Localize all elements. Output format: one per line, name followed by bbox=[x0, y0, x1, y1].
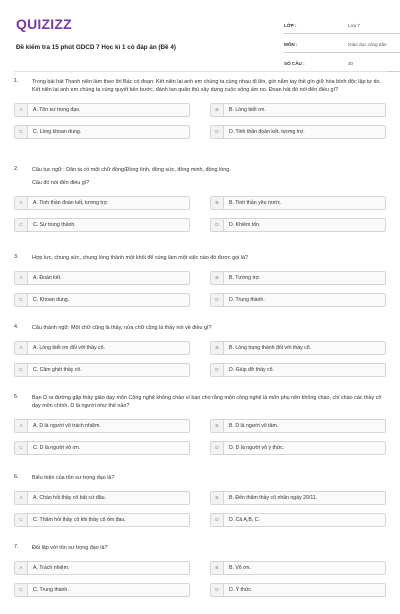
option-text: A. Trách nhiệm. bbox=[33, 565, 70, 571]
answer-options bbox=[14, 419, 386, 455]
option-letter: A bbox=[15, 342, 28, 354]
option-text: C. Sự trung thành. bbox=[33, 222, 76, 228]
answer-option[interactable] bbox=[14, 561, 190, 575]
question-item bbox=[14, 254, 386, 324]
option-letter: B bbox=[211, 492, 224, 504]
option-text: B. Tinh thần yêu nước. bbox=[229, 200, 282, 206]
option-letter: C bbox=[15, 294, 28, 306]
option-text: B. Tương trợ. bbox=[229, 275, 261, 281]
answer-options bbox=[14, 196, 386, 232]
answer-option[interactable] bbox=[210, 419, 386, 433]
option-letter: C bbox=[15, 126, 28, 138]
option-text: D. Khiêm tốn. bbox=[229, 222, 261, 228]
answer-option[interactable] bbox=[210, 271, 386, 285]
option-letter: A bbox=[15, 492, 28, 504]
answer-option[interactable] bbox=[14, 196, 190, 210]
option-text: A. Tôn sư trọng đạo. bbox=[33, 107, 81, 113]
answer-option[interactable] bbox=[14, 513, 190, 527]
answer-option[interactable] bbox=[210, 218, 386, 232]
answer-option[interactable] bbox=[210, 196, 386, 210]
answer-option[interactable] bbox=[210, 583, 386, 597]
option-letter: D bbox=[211, 584, 224, 596]
question-item bbox=[14, 166, 386, 254]
answer-option[interactable] bbox=[210, 341, 386, 355]
question-text: Câu tục ngữ : Dân ta có một chữ đồng/Đồng tình, đồng sức, đồng minh, đồng lòng. bbox=[32, 167, 231, 173]
answer-option[interactable] bbox=[14, 419, 190, 433]
question-item bbox=[14, 544, 386, 614]
answer-option[interactable] bbox=[14, 103, 190, 117]
meta-row-question-count bbox=[284, 56, 400, 72]
answer-options bbox=[14, 271, 386, 307]
question-number: 5. bbox=[14, 394, 19, 400]
option-text: D. Trung thành. bbox=[229, 297, 265, 303]
meta-value: Lớp 7 bbox=[348, 23, 360, 28]
meta-label: MÔN : bbox=[284, 42, 298, 47]
question-text: Bạn D ra đường gặp thầy giáo dạy môn Công nghệ không chào vì bạn cho rằng môn công nghệ là môn phụ nên không chào, chỉ chào các thầy cô dạy môn chính. D là người như thế nào? bbox=[32, 395, 382, 409]
answer-option[interactable] bbox=[210, 491, 386, 505]
question-number: 1. bbox=[14, 78, 19, 84]
option-text: D. Ý thức. bbox=[229, 587, 253, 593]
question-list bbox=[14, 78, 386, 614]
question-subtext: Câu đó nói đến điều gì? bbox=[32, 180, 90, 186]
question-text: Đối lập với tôn sư trọng đạo là? bbox=[32, 545, 108, 551]
option-letter: A bbox=[15, 562, 28, 574]
answer-options bbox=[14, 341, 386, 377]
option-letter: D bbox=[211, 364, 224, 376]
meta-row-subject bbox=[284, 37, 400, 53]
option-letter: D bbox=[211, 219, 224, 231]
answer-option[interactable] bbox=[210, 363, 386, 377]
option-letter: B bbox=[211, 342, 224, 354]
option-letter: A bbox=[15, 104, 28, 116]
answer-options bbox=[14, 103, 386, 139]
document-title: Đề kiểm tra 15 phút GDCD 7 Học kì 1 có đáp án (Đề 4) bbox=[16, 44, 176, 51]
option-text: C. Lòng khoan dung. bbox=[33, 129, 82, 135]
option-text: C. D là người vô ơn. bbox=[33, 445, 81, 451]
option-letter: B bbox=[211, 562, 224, 574]
option-letter: C bbox=[15, 364, 28, 376]
option-text: C. Khoan dung. bbox=[33, 297, 70, 303]
meta-box bbox=[284, 18, 400, 75]
answer-option[interactable] bbox=[14, 293, 190, 307]
option-letter: A bbox=[15, 420, 28, 432]
answer-options bbox=[14, 491, 386, 527]
option-letter: B bbox=[211, 272, 224, 284]
answer-option[interactable] bbox=[14, 341, 190, 355]
option-text: C. Trung thành. bbox=[33, 587, 69, 593]
answer-option[interactable] bbox=[14, 441, 190, 455]
option-letter: C bbox=[15, 584, 28, 596]
question-item bbox=[14, 474, 386, 544]
option-text: A. Chào hỏi thầy cô bất cứ đâu. bbox=[33, 495, 106, 501]
option-letter: C bbox=[15, 219, 28, 231]
option-text: A. D là người vô trách nhiệm. bbox=[33, 423, 101, 429]
option-text: D. D là người vô ý thức. bbox=[229, 445, 285, 451]
option-letter: D bbox=[211, 514, 224, 526]
option-letter: A bbox=[15, 197, 28, 209]
option-text: B. D là người vô tâm. bbox=[229, 423, 279, 429]
option-letter: D bbox=[211, 442, 224, 454]
answer-options bbox=[14, 561, 386, 597]
meta-row-class bbox=[284, 18, 400, 34]
option-letter: B bbox=[211, 104, 224, 116]
option-text: B. Lòng biết ơn. bbox=[229, 107, 266, 113]
answer-option[interactable] bbox=[210, 561, 386, 575]
meta-label: SỐ CÂU : bbox=[284, 61, 305, 66]
option-text: C. Căm ghét thầy cô. bbox=[33, 367, 82, 373]
worksheet-header bbox=[14, 12, 386, 70]
question-text: Câu thành ngữ: Một chữ cũng là thầy, nửa chữ cũng là thầy nói về điều gì? bbox=[32, 325, 212, 331]
option-letter: C bbox=[15, 514, 28, 526]
answer-option[interactable] bbox=[14, 491, 190, 505]
question-item bbox=[14, 78, 386, 166]
quizizz-logo: QUIZIZZ bbox=[16, 16, 72, 32]
answer-option[interactable] bbox=[210, 293, 386, 307]
answer-option[interactable] bbox=[14, 125, 190, 139]
option-letter: B bbox=[211, 420, 224, 432]
question-text: Biểu hiện của tôn sư trọng đạo là? bbox=[32, 475, 115, 481]
answer-option[interactable] bbox=[210, 441, 386, 455]
meta-value: 20 bbox=[348, 61, 354, 66]
option-text: B. Đến thăm thầy cô nhân ngày 20/11. bbox=[229, 495, 318, 501]
option-letter: C bbox=[15, 442, 28, 454]
option-text: A. Lòng biết ơn đối với thầy cô. bbox=[33, 345, 105, 351]
answer-option[interactable] bbox=[14, 363, 190, 377]
answer-option[interactable] bbox=[14, 583, 190, 597]
option-text: B. Vô ơn. bbox=[229, 565, 251, 571]
question-text: Hợp lực, chung sức, chung lòng thành một khối để cùng làm một việc nào đó được gọi là? bbox=[32, 255, 248, 261]
meta-label: LỚP : bbox=[284, 23, 297, 28]
header-divider bbox=[14, 71, 386, 72]
question-text: Trong bài hát Thanh niên làm theo lời Bác có đoạn: Kết niên lại anh em chúng ta cùng nhau đi lên, giờ nắm tay thề gìn giữ hòa bình độc lập tự do. Kết niên lại anh em chúng ta cùng quyết tiến bước, đánh tan quân thù xây dựng cuộc sống ấm no. Đoạn hát đó nói đến điều gì? bbox=[32, 79, 382, 93]
question-number: 6. bbox=[14, 474, 19, 480]
option-text: D. Giúp đỡ thầy cô. bbox=[229, 367, 274, 373]
question-number: 4. bbox=[14, 324, 19, 330]
option-text: A. Đoàn kết. bbox=[33, 275, 62, 281]
option-letter: D bbox=[211, 126, 224, 138]
option-text: C. Thăm hỏi thầy cô khi thầy cô ốm đau. bbox=[33, 517, 126, 523]
option-letter: B bbox=[211, 197, 224, 209]
answer-option[interactable] bbox=[210, 125, 386, 139]
question-number: 7. bbox=[14, 544, 19, 550]
option-text: B. Lòng trung thành đối với thầy cô. bbox=[229, 345, 312, 351]
option-letter: A bbox=[15, 272, 28, 284]
question-number: 3. bbox=[14, 254, 19, 260]
option-text: D. Tinh thần đoàn kết, tương trợ. bbox=[229, 129, 305, 135]
option-text: D. Cả A,B, C. bbox=[229, 517, 260, 523]
question-number: 2. bbox=[14, 166, 19, 172]
option-text: A. Tinh thần đoàn kết, tương trợ. bbox=[33, 200, 109, 206]
question-item bbox=[14, 394, 386, 474]
meta-value: Giáo dục công dân bbox=[348, 42, 387, 47]
answer-option[interactable] bbox=[14, 271, 190, 285]
answer-option[interactable] bbox=[210, 103, 386, 117]
question-item bbox=[14, 324, 386, 394]
answer-option[interactable] bbox=[210, 513, 386, 527]
answer-option[interactable] bbox=[14, 218, 190, 232]
option-letter: D bbox=[211, 294, 224, 306]
